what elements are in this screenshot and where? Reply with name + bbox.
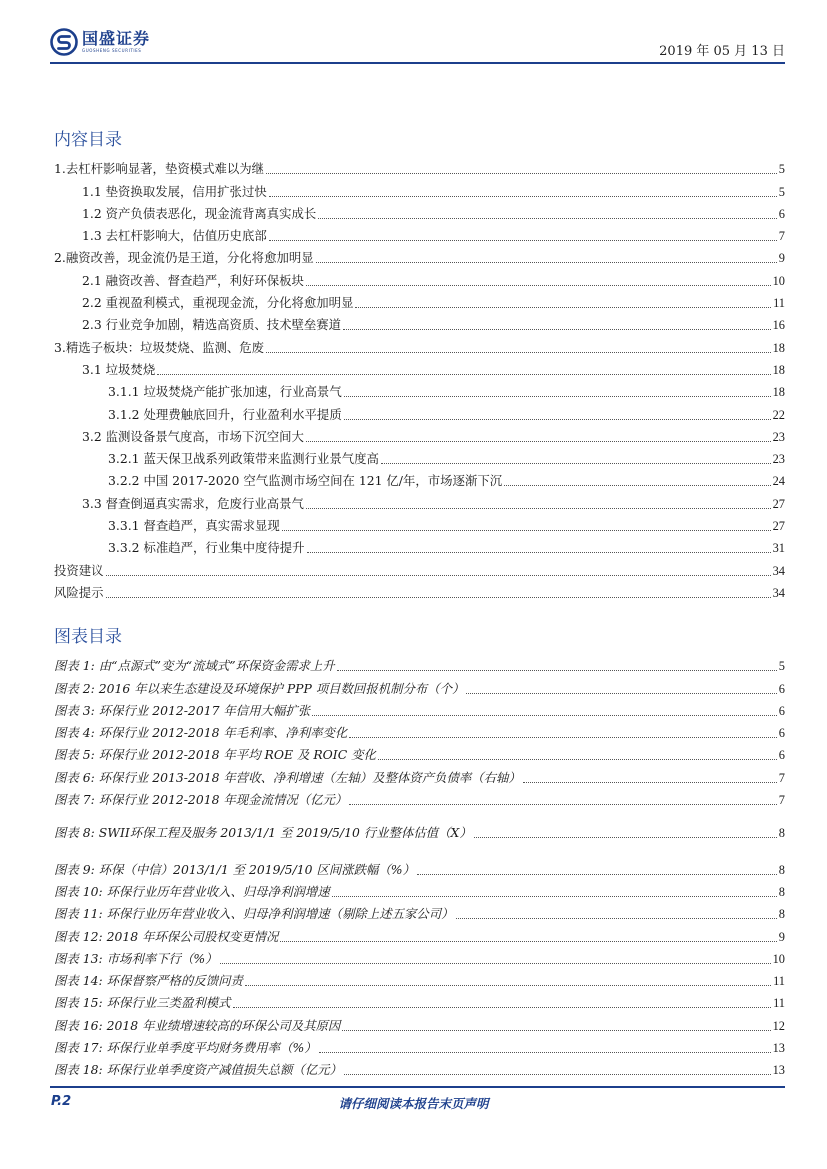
header-divider [50, 62, 785, 64]
dot-leader [269, 240, 777, 241]
dot-leader [344, 419, 771, 420]
figure-entry[interactable] [54, 822, 785, 844]
figure-entry-page: 13 [772, 1041, 785, 1056]
toc-entry-page: 34 [772, 585, 785, 600]
toc-entry-text: 3.2 监测设备景气度高，市场下沉空间大 [82, 428, 304, 444]
page-header [50, 22, 785, 64]
dot-leader [417, 874, 777, 875]
toc-entry-page: 10 [772, 273, 785, 288]
figure-entry-text: 图表 18: 环保行业单季度资产减值损失总额（亿元） [54, 1062, 343, 1078]
figure-entry-text: 图表 16: 2018 年业绩增速较高的环保公司及其原因 [54, 1017, 341, 1033]
figure-entry-text: 图表 14: 环保督察严格的反馈问责 [54, 973, 243, 989]
dot-leader [381, 463, 771, 464]
figure-entry-page: 6 [778, 681, 785, 696]
figures-title: 图表目录 [54, 627, 122, 647]
dot-leader [266, 173, 777, 174]
toc-entry-text: 2.3 行业竞争加剧，精选高资质、技术壁垒赛道 [82, 317, 342, 333]
figure-entry-text: 图表 6: 环保行业 2013-2018 年营收、净利增速（左轴）及整体资产负债率（右轴） [54, 769, 521, 785]
toc-entry[interactable] [54, 582, 785, 604]
toc-entry-text: 3.3.2 标准趋严，行业集中度待提升 [108, 540, 305, 556]
contents-title: 内容目录 [54, 130, 122, 150]
toc-entry-text: 1.2 资产负债表恶化，现金流背离真实成长 [82, 205, 317, 221]
toc-entry[interactable] [54, 336, 785, 358]
figure-entry-text: 图表 9: 环保（中信）2013/1/1 至 2019/5/10 区间涨跌幅（%） [54, 861, 415, 877]
toc-entry[interactable] [54, 559, 785, 581]
logo-subtitle: GUOSHENG SECURITIES [82, 48, 142, 53]
toc-entry-page: 5 [778, 162, 785, 177]
dot-leader [282, 530, 771, 531]
figure-entry-page: 6 [778, 703, 785, 718]
figure-entry[interactable] [54, 744, 785, 766]
figure-entry-page: 5 [778, 659, 785, 674]
figure-entry-page: 12 [772, 1018, 785, 1033]
dot-leader [307, 552, 771, 553]
toc-entry[interactable] [54, 470, 785, 492]
toc-entry[interactable] [54, 403, 785, 425]
toc-entry[interactable] [54, 180, 785, 202]
dot-leader [337, 670, 777, 671]
figure-entry[interactable] [54, 1037, 785, 1059]
toc-entry-text: 2.2 重视盈利模式，重视现金流，分化将愈加明显 [82, 295, 354, 311]
figure-entry[interactable] [54, 1059, 785, 1081]
toc-entry-text: 1.去杠杆影响显著，垫资模式难以为继 [54, 161, 265, 177]
figure-entry-text: 图表 13: 市场利率下行（%） [54, 950, 218, 966]
figure-entry-text: 图表 5: 环保行业 2012-2018 年平均 ROE 及 ROIC 变化 [54, 747, 376, 763]
figure-entry-page: 8 [778, 862, 785, 877]
dot-leader [157, 374, 770, 375]
dot-leader [312, 715, 777, 716]
toc-entry-page: 27 [772, 519, 785, 534]
toc-entry[interactable] [54, 359, 785, 381]
toc-entry-text: 3.1 垃圾焚烧 [82, 361, 156, 377]
dot-leader [269, 196, 777, 197]
toc-entry-page: 9 [778, 251, 785, 266]
dot-leader [318, 218, 777, 219]
dot-leader [306, 441, 771, 442]
figure-entry[interactable] [54, 1014, 785, 1036]
dot-leader [266, 352, 771, 353]
toc-entry[interactable] [54, 314, 785, 336]
toc-entry-text: 3.1.1 垃圾焚烧产能扩张加速，行业高景气 [108, 384, 342, 400]
toc-entry[interactable] [54, 158, 785, 180]
dot-leader [378, 759, 777, 760]
figure-entry-page: 8 [778, 826, 785, 841]
toc-entry[interactable] [54, 292, 785, 314]
figure-entry-page: 6 [778, 748, 785, 763]
dot-leader [504, 485, 770, 486]
toc-entry-text: 3.精选子板块：垃圾焚烧、监测、危废 [54, 339, 265, 355]
figure-entry[interactable] [54, 655, 785, 677]
figure-entry-page: 10 [772, 951, 785, 966]
footer-divider [50, 1086, 785, 1088]
dot-leader [523, 782, 777, 783]
toc-entry-text: 1.1 垫资换取发展，信用扩张过快 [82, 183, 267, 199]
dot-leader [474, 837, 777, 838]
toc-entry-text: 2.1 融资改善、督查趋严，利好环保板块 [82, 272, 304, 288]
figure-entry-text: 图表 1: 由“点源式”变为“流域式”环保资金需求上升 [54, 658, 335, 674]
figure-entry-page: 8 [778, 907, 785, 922]
toc-entry-page: 27 [772, 496, 785, 511]
dot-leader [280, 941, 776, 942]
toc-entry-text: 3.1.2 处理费触底回升，行业盈利水平提质 [108, 406, 342, 422]
figure-entry-page: 8 [778, 884, 785, 899]
figure-entry-text: 图表 3: 环保行业 2012-2017 年信用大幅扩张 [54, 702, 311, 718]
dot-leader [306, 508, 771, 509]
toc-entry-page: 5 [778, 184, 785, 199]
toc-entry-text: 风险提示 [54, 584, 104, 600]
toc-entry-page: 18 [772, 362, 785, 377]
dot-leader [349, 804, 776, 805]
figure-entry-text: 图表 17: 环保行业单季度平均财务费用率（%） [54, 1040, 317, 1056]
toc-entry-text: 3.2.1 蓝天保卫战系列政策带来监测行业景气度高 [108, 451, 379, 467]
dot-leader [349, 737, 776, 738]
dot-leader [106, 597, 771, 598]
figure-entry-text: 图表 11: 环保行业历年营业收入、归母净利润增速（剔除上述五家公司） [54, 906, 454, 922]
toc-entry[interactable] [54, 426, 785, 448]
toc-entry-page: 23 [772, 452, 785, 467]
toc-entry[interactable] [54, 225, 785, 247]
figure-entry[interactable] [54, 903, 785, 925]
dot-leader [245, 985, 771, 986]
figure-entry[interactable] [54, 789, 785, 811]
dot-leader [342, 1030, 770, 1031]
dot-leader [355, 307, 771, 308]
toc-entry[interactable] [54, 269, 785, 291]
dot-leader [466, 693, 776, 694]
figure-entry[interactable] [54, 970, 785, 992]
toc-entry-text: 3.3.1 督查趋严，真实需求显现 [108, 518, 280, 534]
dot-leader [344, 396, 771, 397]
toc-entry-text: 3.3 督查倒逼真实需求，危废行业高景气 [82, 495, 304, 511]
figure-entry-page: 9 [778, 929, 785, 944]
toc-entry-text: 2.融资改善，现金流仍是王道，分化将愈加明显 [54, 250, 314, 266]
toc-entry[interactable] [54, 515, 785, 537]
figure-entry[interactable] [54, 925, 785, 947]
figure-entry-page: 13 [772, 1063, 785, 1078]
toc-entry[interactable] [54, 492, 785, 514]
logo-name: 国盛证券 [82, 29, 151, 48]
toc-entry-page: 11 [773, 296, 785, 311]
figure-entry-text: 图表 15: 环保行业三类盈利模式 [54, 995, 231, 1011]
guosheng-logo-icon [50, 28, 78, 56]
toc-entry-page: 16 [772, 318, 785, 333]
disclaimer-note: 请仔细阅读本报告末页声明 [338, 1096, 489, 1111]
toc-entry[interactable] [54, 203, 785, 225]
figure-entry[interactable] [54, 722, 785, 744]
dot-leader [456, 918, 777, 919]
toc-entry-page: 7 [778, 229, 785, 244]
toc-entry-page: 23 [772, 429, 785, 444]
toc-entry-page: 31 [772, 541, 785, 556]
dot-leader [233, 1007, 772, 1008]
toc-entry[interactable] [54, 448, 785, 470]
dot-leader [220, 963, 771, 964]
dot-leader [319, 1052, 771, 1053]
figure-entry-text: 图表 12: 2018 年环保公司股权变更情况 [54, 928, 279, 944]
company-logo [50, 28, 150, 56]
toc-entry-page: 18 [772, 385, 785, 400]
toc-entry[interactable] [54, 247, 785, 269]
dot-leader [344, 1074, 771, 1075]
figure-entry-text: 图表 7: 环保行业 2012-2018 年现金流情况（亿元） [54, 792, 348, 808]
toc-entry-page: 18 [772, 340, 785, 355]
figure-entry-page: 11 [773, 996, 785, 1011]
figure-entry[interactable] [54, 677, 785, 699]
report-date: 2019 年 05 月 13 日 [659, 44, 785, 59]
dot-leader [306, 285, 771, 286]
table-of-contents [54, 158, 785, 604]
toc-entry[interactable] [54, 381, 785, 403]
figure-entry[interactable] [54, 700, 785, 722]
page-number: P.2 [51, 1094, 72, 1109]
dot-leader [343, 329, 771, 330]
figure-entry-text: 图表 2: 2016 年以来生态建设及环境保护 PPP 项目数回报机制分布（个） [54, 680, 465, 696]
figure-entry-text: 图表 8: SWII环保工程及服务 2013/1/1 至 2019/5/10 行业整体估值（X） [54, 825, 472, 841]
dot-leader [332, 896, 777, 897]
toc-entry-page: 34 [772, 563, 785, 578]
figure-entry[interactable] [54, 992, 785, 1014]
toc-entry-text: 投资建议 [54, 562, 104, 578]
figure-entry[interactable] [54, 881, 785, 903]
figure-entry-page: 11 [773, 974, 785, 989]
toc-entry-text: 3.2.2 中国 2017-2020 空气监测市场空间在 121 亿/年，市场逐渐下沉 [108, 473, 503, 489]
list-of-figures [54, 655, 785, 1081]
toc-entry[interactable] [54, 537, 785, 559]
figure-entry-page: 7 [778, 793, 785, 808]
figure-entry[interactable] [54, 858, 785, 880]
toc-entry-page: 6 [778, 206, 785, 221]
toc-entry-text: 1.3 去杠杆影响大，估值历史底部 [82, 228, 267, 244]
figure-entry-page: 7 [778, 770, 785, 785]
dot-leader [316, 262, 777, 263]
figure-entry[interactable] [54, 766, 785, 788]
figure-entry[interactable] [54, 948, 785, 970]
toc-entry-page: 24 [772, 474, 785, 489]
toc-entry-page: 22 [772, 407, 785, 422]
figure-entry-page: 6 [778, 726, 785, 741]
dot-leader [106, 575, 771, 576]
figure-entry-text: 图表 4: 环保行业 2012-2018 年毛利率、净利率变化 [54, 725, 348, 741]
figure-entry-text: 图表 10: 环保行业历年营业收入、归母净利润增速 [54, 883, 330, 899]
